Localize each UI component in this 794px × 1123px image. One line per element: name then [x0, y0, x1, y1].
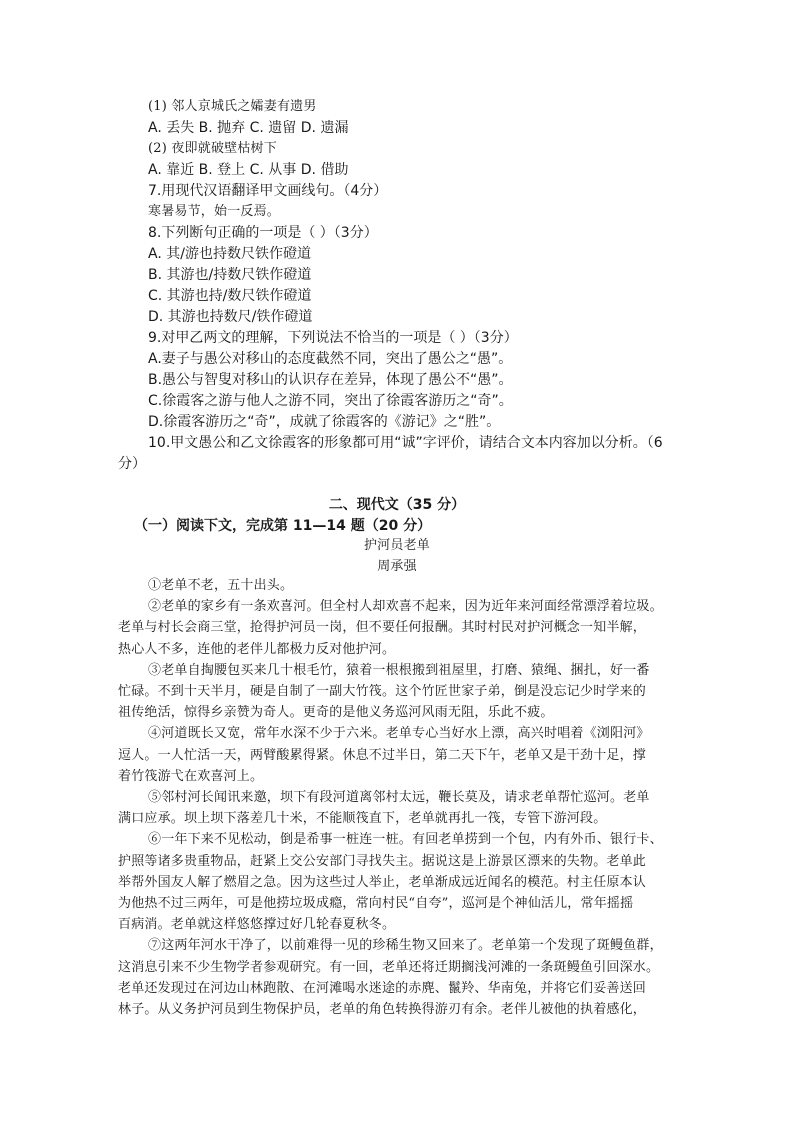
article-line: 老单与村长会商三堂，抢得护河员一岗，但不要任何报酬。其时村民对护河概念一知半解， — [118, 620, 647, 636]
article-line: 护照等诸多贵重物品，赶紧上交公安部门寻找失主。据说这是上游景区漂来的失物。老单此 — [118, 853, 647, 869]
article-line: 林子。从义务护河员到生物保护员，老单的角色转换得游刃有余。老伴儿被他的执着感化， — [118, 1002, 647, 1017]
article-line: ④河道既长又宽，常年水深不少于六米。老单专心当好水上漂，高兴时唱着《浏阳河》 — [148, 726, 650, 742]
q8-prompt: 8.下列断句正确的一项是（ ）（3分） — [148, 225, 378, 241]
article-line: ⑤邻村河长闻讯来邀，坝下有段河道离邻村太远，鞭长莫及，请求老单帮忙巡河。老单 — [148, 790, 650, 805]
section-subtitle: （一）阅读下文，完成第 11—14 题（20 分） — [134, 518, 432, 534]
q8-option-b: B. 其游也/持数尺铁作磴道 — [148, 267, 312, 283]
q8-option-c: C. 其游也持/数尺铁作磴道 — [148, 288, 312, 304]
q8-option-a: A. 其/游也持数尺铁作磴道 — [148, 246, 311, 262]
article-line: 为他热不过三两年，可是他捞垃圾成瘾，常向村民“自夸”，巡河是个神仙活儿，常年摇摇 — [118, 896, 634, 911]
section-title: 二、现代文（35 分） — [328, 497, 466, 513]
article-line: 祖传绝活，惊得乡亲赞为奇人。更奇的是他义务巡河风雨无阻，乐此不疲。 — [118, 705, 554, 721]
q6-sub1-options: A. 丢失 B. 抛弃 C. 遗留 D. 遗漏 — [148, 120, 349, 136]
q10-prompt: 10.甲文愚公和乙文徐霞客的形象都可用“诚”字评价，请结合文本内容加以分析。（6 — [148, 435, 663, 451]
q6-sub2: (2) 夜即就破壁枯树下 — [148, 141, 277, 156]
article-line: 着竹筏游弋在欢喜河上。 — [118, 768, 264, 784]
article-line: 热心人不多，连他的老伴儿都极力反对他护河。 — [118, 641, 396, 657]
q6-sub2-options: A. 靠近 B. 登上 C. 从事 D. 借助 — [148, 162, 349, 178]
article-line: ③老单自掏腰包买来几十根毛竹，猿着一根根搬到祖屋里，打磨、猿绳、捆扎，好一番 — [148, 662, 650, 678]
article-line: 逗人。一人忙活一天，两臂酸累得紧。休息不过半日，第二天下午，老单又是干劲十足，撑 — [118, 747, 647, 763]
article-line: 忙碌。不到十天半月，硬是自制了一副大竹筏。这个竹匠世家子弟，倒是没忘记少时学来的 — [118, 684, 647, 699]
q9-option-d: D.徐霞客游历之“奇”，成就了徐霞客的《游记》之“胜”。 — [148, 414, 501, 430]
q9-option-b: B.愚公与智叟对移山的认识存在差异，体现了愚公不“愚”。 — [148, 372, 513, 388]
article-line: ①老单不老，五十出头。 — [148, 578, 294, 593]
q7-sentence: 寒暑易节，始一反焉。 — [148, 204, 281, 219]
q9-prompt: 9.对甲乙两文的理解，下列说法不恰当的一项是（ ）（3分） — [148, 330, 518, 346]
article-line: 老单还发现过在河边山林跑散、在河滩喝水迷途的赤麂、鬣羚、华南兔，并将它们妥善送回 — [118, 980, 647, 996]
article-line: ②老单的家乡有一条欢喜河。但全村人却欢喜不起来，因为近年来河面经常漂浮着垃圾。 — [148, 599, 663, 615]
article-line: 百病消。老单就这样悠悠撑过好几轮春夏秋冬。 — [118, 917, 396, 933]
q7-prompt: 7.用现代汉语翻译甲文画线句。（4分） — [148, 183, 388, 199]
q9-option-a: A.妻子与愚公对移山的态度截然不同，突出了愚公之“愚”。 — [148, 351, 513, 367]
article-line: 这消息引来不少生物学者参观研究。有一回，老单还将迁期搁浅河滩的一条斑鳗鱼引回深水。 — [118, 959, 660, 975]
article-line: ⑦这两年河水干净了，以前难得一见的珍稀生物又回来了。老单第一个发现了斑鳗鱼群， — [148, 938, 663, 954]
article-line: 满口应承。坝上坝下落差几十米，不能顺筏直下，老单就再扎一筏，专管下游河段。 — [118, 811, 607, 827]
q6-sub1: (1) 邻人京城氏之孀妻有遗男 — [148, 99, 317, 114]
q10-prompt-cont: 分） — [118, 456, 146, 472]
q9-option-c: C.徐霞客之游与他人之游不同，突出了徐霞客游历之“奇”。 — [148, 393, 513, 409]
q8-option-d: D. 其游也持数尺/铁作磴道 — [148, 309, 313, 325]
article-title: 护河员老单 — [363, 538, 430, 553]
article-line: 举帮外国友人解了燃眉之急。因为这些过人举止，老单渐成远近闻名的模范。村主任原本认 — [118, 874, 647, 890]
article-author: 周承强 — [377, 559, 417, 574]
article-line: ⑥一年下来不见松动，倒是希事一桩连一桩。有回老单捞到一个包，内有外币、银行卡、 — [148, 832, 663, 848]
